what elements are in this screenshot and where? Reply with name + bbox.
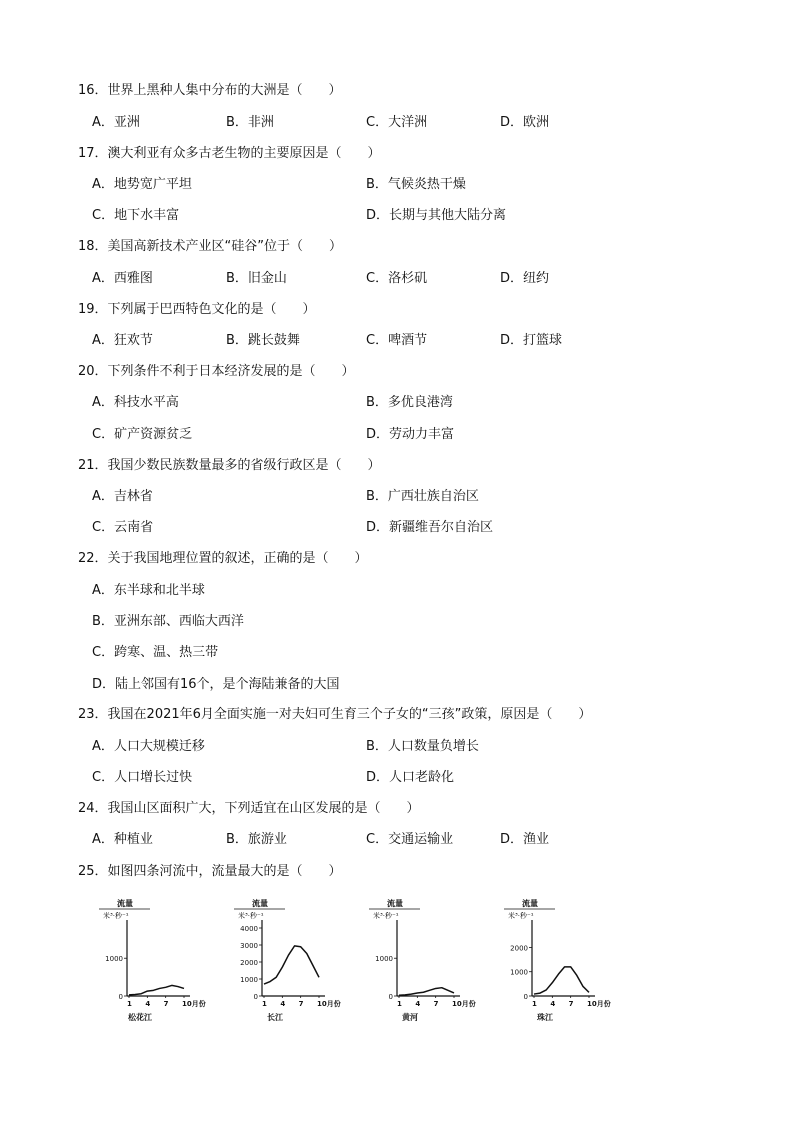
answer-option[interactable]: B．旧金山 bbox=[226, 271, 287, 286]
x-tick-label: 10月份 bbox=[587, 1000, 611, 1008]
river-chart-svg bbox=[95, 898, 225, 1028]
answer-option[interactable]: C．大洋洲 bbox=[366, 115, 428, 130]
answer-option[interactable]: D．劳动力丰富 bbox=[366, 427, 455, 442]
river-chart-svg bbox=[230, 898, 360, 1028]
discharge-line bbox=[399, 988, 454, 996]
river-chart-svg bbox=[500, 898, 630, 1028]
x-tick-label: 10月份 bbox=[182, 1000, 206, 1008]
answer-option[interactable]: A．西雅图 bbox=[92, 271, 153, 286]
answer-option[interactable]: A．地势宽广平坦 bbox=[92, 177, 192, 192]
question-stem: 24．我国山区面积广大，下列适宜在山区发展的是（ ） bbox=[78, 801, 420, 816]
answer-option[interactable]: A．人口大规模迁移 bbox=[92, 739, 205, 754]
answer-option[interactable]: B．多优良港湾 bbox=[366, 395, 453, 410]
y-axis-unit: 米³·秒⁻¹ bbox=[238, 912, 264, 920]
x-tick-label: 7 bbox=[298, 1000, 304, 1008]
answer-option[interactable]: D．新疆维吾尔自治区 bbox=[366, 520, 494, 535]
question-stem: 21．我国少数民族数量最多的省级行政区是（ ） bbox=[78, 458, 381, 473]
river-discharge-charts bbox=[95, 898, 635, 1033]
answer-option[interactable]: B．跳长鼓舞 bbox=[226, 333, 300, 348]
discharge-line bbox=[129, 985, 184, 994]
question-stem: 25．如图四条河流中，流量最大的是（ ） bbox=[78, 864, 342, 879]
y-tick-label: 3000 bbox=[240, 942, 258, 950]
x-tick-label: 10月份 bbox=[317, 1000, 341, 1008]
x-tick-label: 1 bbox=[262, 1000, 267, 1008]
discharge-line bbox=[534, 967, 589, 994]
river-name: 长江 bbox=[267, 1013, 283, 1022]
y-tick-label: 0 bbox=[118, 993, 123, 1001]
y-axis-unit: 米³·秒⁻¹ bbox=[103, 912, 129, 920]
answer-option[interactable]: C．跨寒、温、热三带 bbox=[92, 645, 219, 660]
y-tick-label: 4000 bbox=[240, 925, 258, 933]
y-tick-label: 0 bbox=[253, 993, 258, 1001]
y-axis-label: 流量 bbox=[252, 899, 268, 908]
question-stem: 16．世界上黑种人集中分布的大洲是（ ） bbox=[78, 83, 342, 98]
question-stem: 22．关于我国地理位置的叙述，正确的是（ ） bbox=[78, 551, 368, 566]
question-stem: 20．下列条件不利于日本经济发展的是（ ） bbox=[78, 364, 355, 379]
answer-option[interactable]: C．人口增长过快 bbox=[92, 770, 193, 785]
x-tick-label: 1 bbox=[532, 1000, 537, 1008]
answer-option[interactable]: C．矿产资源贫乏 bbox=[92, 427, 193, 442]
answer-option[interactable]: D．纽约 bbox=[500, 271, 550, 286]
y-tick-label: 0 bbox=[523, 993, 528, 1001]
answer-option[interactable]: B．人口数量负增长 bbox=[366, 739, 479, 754]
y-tick-label: 1000 bbox=[375, 955, 393, 964]
x-tick-label: 4 bbox=[415, 1000, 421, 1008]
answer-option[interactable]: B．旅游业 bbox=[226, 832, 287, 847]
answer-option[interactable]: D．渔业 bbox=[500, 832, 550, 847]
answer-option[interactable]: A．狂欢节 bbox=[92, 333, 153, 348]
answer-option[interactable]: D．打篮球 bbox=[500, 333, 563, 348]
x-tick-label: 1 bbox=[397, 1000, 402, 1008]
y-axis-label: 流量 bbox=[522, 899, 538, 908]
question-stem: 23．我国在2021年6月全面实施一对夫妇可生育三个子女的“三孩”政策，原因是（ ） bbox=[78, 707, 592, 722]
y-tick-label: 1000 bbox=[510, 968, 528, 977]
answer-option[interactable]: D．陆上邻国有16个，是个海陆兼备的大国 bbox=[92, 677, 340, 692]
answer-option[interactable]: A．科技水平高 bbox=[92, 395, 179, 410]
river-chart bbox=[230, 898, 355, 1028]
y-tick-label: 1000 bbox=[240, 976, 258, 984]
y-axis-label: 流量 bbox=[387, 899, 403, 908]
answer-option[interactable]: C．洛杉矶 bbox=[366, 271, 428, 286]
answer-option[interactable]: C．交通运输业 bbox=[366, 832, 454, 847]
river-name: 珠江 bbox=[537, 1013, 553, 1022]
answer-option[interactable]: B．非洲 bbox=[226, 115, 274, 130]
x-tick-label: 10月份 bbox=[452, 1000, 476, 1008]
question-stem: 19．下列属于巴西特色文化的是（ ） bbox=[78, 302, 316, 317]
y-tick-label: 2000 bbox=[240, 959, 258, 967]
answer-option[interactable]: C．啤酒节 bbox=[366, 333, 428, 348]
river-name: 黄河 bbox=[402, 1013, 418, 1022]
answer-option[interactable]: D．欧洲 bbox=[500, 115, 550, 130]
y-axis-label: 流量 bbox=[117, 899, 133, 908]
y-tick-label: 0 bbox=[388, 993, 393, 1001]
x-tick-label: 7 bbox=[433, 1000, 439, 1008]
answer-option[interactable]: A．东半球和北半球 bbox=[92, 583, 205, 598]
answer-option[interactable]: C．地下水丰富 bbox=[92, 208, 180, 223]
discharge-line bbox=[264, 946, 319, 984]
answer-option[interactable]: A．吉林省 bbox=[92, 489, 153, 504]
answer-option[interactable]: A．亚洲 bbox=[92, 115, 140, 130]
x-tick-label: 7 bbox=[163, 1000, 169, 1008]
river-chart bbox=[95, 898, 220, 1028]
x-tick-label: 4 bbox=[145, 1000, 151, 1008]
y-axis-unit: 米³·秒⁻¹ bbox=[373, 912, 399, 920]
y-tick-label: 1000 bbox=[105, 955, 123, 964]
answer-option[interactable]: D．人口老龄化 bbox=[366, 770, 455, 785]
x-tick-label: 7 bbox=[568, 1000, 574, 1008]
answer-option[interactable]: A．种植业 bbox=[92, 832, 153, 847]
x-tick-label: 4 bbox=[280, 1000, 286, 1008]
question-stem: 18．美国高新技术产业区“硅谷”位于（ ） bbox=[78, 239, 343, 254]
question-stem: 17．澳大利亚有众多古老生物的主要原因是（ ） bbox=[78, 146, 381, 161]
y-axis-unit: 米³·秒⁻¹ bbox=[508, 912, 534, 920]
answer-option[interactable]: B．气候炎热干燥 bbox=[366, 177, 466, 192]
river-chart bbox=[500, 898, 625, 1028]
answer-option[interactable]: B．亚洲东部、西临大西洋 bbox=[92, 614, 244, 629]
answer-option[interactable]: C．云南省 bbox=[92, 520, 154, 535]
river-name: 松花江 bbox=[128, 1013, 152, 1022]
river-chart bbox=[365, 898, 490, 1028]
river-chart-svg bbox=[365, 898, 495, 1028]
x-tick-label: 1 bbox=[127, 1000, 132, 1008]
x-tick-label: 4 bbox=[550, 1000, 556, 1008]
y-tick-label: 2000 bbox=[510, 944, 528, 953]
answer-option[interactable]: B．广西壮族自治区 bbox=[366, 489, 479, 504]
answer-option[interactable]: D．长期与其他大陆分离 bbox=[366, 208, 507, 223]
